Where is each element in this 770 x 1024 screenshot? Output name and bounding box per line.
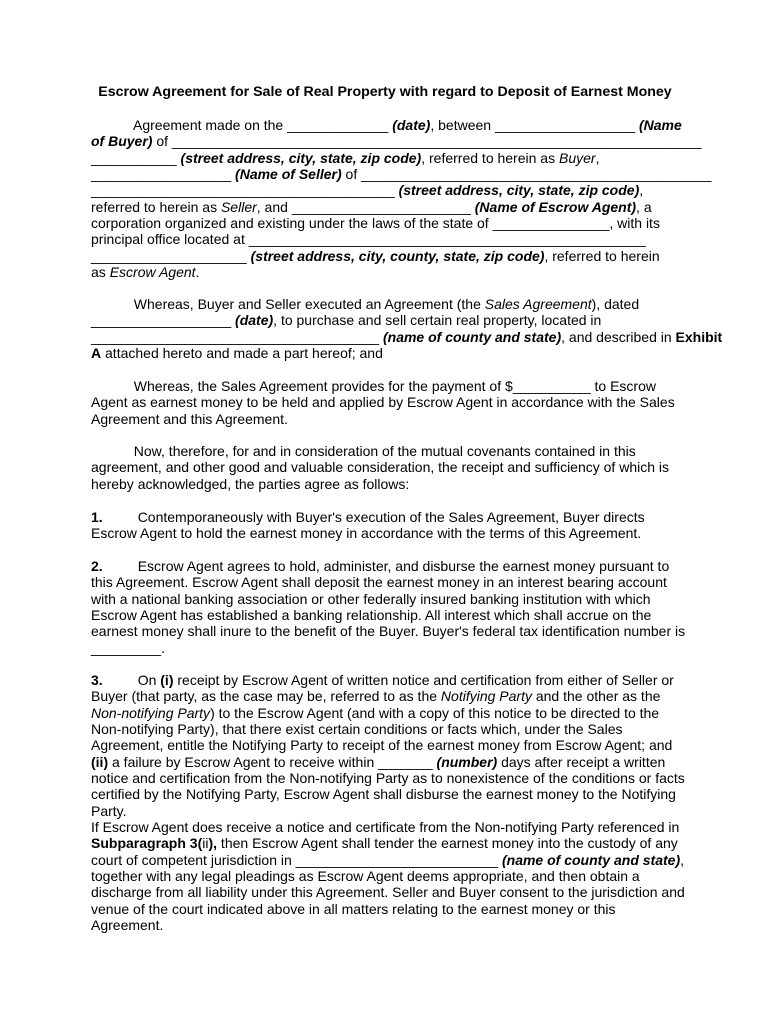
clause-3 — [91, 672, 691, 934]
text-segment: Agreement and this Agreement. — [91, 410, 288, 427]
text-segment: Buyer (that party, as the case may be, referred to as the — [91, 688, 441, 705]
text-segment: , between __________________ — [430, 117, 639, 133]
text-segment: ii — [202, 835, 209, 852]
text-segment: Party. — [91, 802, 127, 819]
text-segment: referred to herein as — [91, 198, 221, 215]
text-line — [91, 296, 691, 312]
text-segment: principal office located at ___________________________________________________ — [91, 231, 646, 248]
text-line — [91, 394, 691, 410]
whereas-sales-agreement-paragraph — [91, 296, 723, 362]
field-label: (street address, city, state, zip code) — [180, 149, 422, 166]
text-line — [91, 574, 691, 590]
text-line — [91, 378, 691, 394]
text-line — [91, 133, 702, 150]
text-line — [91, 917, 691, 933]
text-segment: attached hereto and made a part hereof; and — [101, 345, 383, 362]
text-segment: Whereas, the Sales Agreement provides for the payment of $__________ to Escrow — [91, 378, 656, 394]
text-line — [91, 754, 691, 770]
text-segment: . — [195, 264, 200, 281]
text-segment: with a national banking association or other federally insured banking institution with which — [91, 590, 651, 607]
field-label: 1. — [91, 509, 103, 525]
text-segment: _________. — [91, 639, 165, 656]
field-label: (name of county and state) — [501, 851, 681, 868]
field-label: (Name of Seller) — [235, 166, 342, 183]
text-segment: Escrow Agent agrees to hold, administer, and disburse the earnest money pursuant to — [102, 558, 670, 574]
field-label: (street address, city, county, state, zip code) — [250, 247, 545, 264]
text-segment: venue of the court indicated above in all matters relating to the earnest money or this — [91, 900, 616, 917]
field-label: (Name — [638, 117, 682, 133]
text-line — [91, 345, 691, 361]
text-line — [91, 721, 691, 737]
text-line — [91, 803, 691, 819]
text-line — [91, 525, 691, 541]
text-segment: Agent as earnest money to be held and applied by Escrow Agent in accordance with the Sales — [91, 394, 675, 411]
text-line — [91, 509, 691, 525]
text-segment: , referred to herein — [544, 247, 660, 264]
text-line — [91, 868, 691, 884]
text-line — [91, 199, 691, 215]
text-line — [91, 264, 691, 280]
field-label: ), — [208, 835, 218, 852]
text-segment: , — [639, 182, 644, 199]
text-line — [91, 737, 691, 753]
text-segment: this Agreement. Escrow Agent shall deposit the earnest money in an interest bearing account — [91, 574, 667, 591]
text-segment: , referred to herein as — [421, 149, 559, 166]
text-segment: , — [680, 851, 685, 868]
text-line — [91, 852, 691, 868]
field-label: (Name of Escrow Agent) — [474, 198, 637, 215]
text-line — [91, 459, 691, 475]
text-segment: _____________________________________ — [91, 328, 383, 345]
text-segment: as — [91, 264, 110, 281]
text-segment: then Escrow Agent shall tender the earnest money into the custody of any — [217, 835, 678, 852]
text-segment: , a — [636, 198, 652, 215]
field-label: (date) — [392, 117, 431, 133]
text-line — [91, 231, 691, 247]
text-segment: days after receipt a written — [497, 753, 666, 770]
text-segment: Non-notifying Party — [91, 704, 211, 721]
text-segment: __________________ — [91, 312, 236, 329]
text-segment: court of competent jurisdiction in __________________________ — [91, 851, 502, 868]
field-label: (street address, city, state, zip code) — [398, 182, 640, 199]
text-segment: Agreement, entitle the Notifying Party to receipt of the earnest money from Escrow Agent; and — [91, 737, 673, 754]
text-line — [91, 476, 691, 492]
text-line — [91, 328, 723, 345]
field-label: A — [91, 345, 102, 362]
text-segment: , and described in — [561, 328, 676, 345]
field-label: Subparagraph 3( — [91, 835, 203, 852]
text-segment: together with any legal pleadings as Escrow Agent deems appropriate, and then obtain a — [91, 868, 640, 885]
text-segment: , and _______________________ — [256, 198, 475, 215]
text-line — [91, 117, 691, 133]
text-line — [91, 884, 691, 900]
text-line — [91, 672, 691, 688]
clause-2 — [91, 558, 691, 656]
field-label: of Buyer) — [91, 133, 153, 150]
text-segment: agreement, and other good and valuable consideration, the receipt and sufficiency of which is — [91, 459, 669, 476]
text-segment: Sales Agreement — [484, 296, 592, 312]
text-segment: Escrow Agent to hold the earnest money in accordance with the terms of this Agreement. — [91, 525, 642, 542]
clause-1 — [91, 509, 691, 542]
text-segment: Buyer — [558, 149, 596, 166]
text-line — [91, 166, 712, 183]
field-label: (ii) — [91, 753, 109, 770]
text-segment: earnest money shall inure to the benefit of the Buyer. Buyer's federal tax identification number is — [91, 623, 686, 640]
field-label: 3. — [91, 672, 103, 688]
text-line — [91, 443, 691, 459]
field-label: (i) — [160, 672, 174, 688]
text-line — [91, 312, 691, 328]
text-segment: ), dated — [591, 296, 640, 312]
text-segment: , to purchase and sell certain real property, located in — [273, 312, 602, 329]
text-line — [91, 182, 691, 198]
text-line — [91, 819, 691, 835]
text-line — [91, 411, 691, 427]
text-segment: receipt by Escrow Agent of written notice and certification from either of Seller or — [173, 672, 674, 688]
field-label: 2. — [91, 558, 103, 574]
text-segment: Whereas, Buyer and Seller executed an Agreement (the — [91, 296, 485, 312]
text-segment: Now, therefore, for and in consideration of the mutual covenants contained in this — [91, 443, 636, 459]
text-segment: a failure by Escrow Agent to receive within _______ — [108, 753, 437, 770]
text-line — [91, 770, 691, 786]
text-line — [91, 607, 691, 623]
text-segment: , — [595, 149, 600, 166]
field-label: (date) — [235, 312, 274, 329]
field-label: Exhibit — [675, 328, 723, 345]
text-line — [91, 215, 691, 231]
text-line — [91, 558, 691, 574]
text-line — [91, 150, 691, 166]
text-segment: If Escrow Agent does receive a notice and certificate from the Non-notifying Party referenced in — [91, 819, 680, 836]
text-segment: of ____________________________________________________________________ — [152, 133, 702, 150]
text-segment: corporation organized and existing under the laws of the state of _______________, with its — [91, 215, 660, 232]
text-segment: On — [102, 672, 161, 688]
text-line — [91, 705, 691, 721]
text-line — [91, 786, 691, 802]
text-line — [91, 623, 691, 639]
text-segment: notice and certification from the Non-notifying Party as to nonexistence of the conditions or facts — [91, 770, 685, 787]
text-segment: and the other as the — [531, 688, 661, 705]
text-segment: hereby acknowledged, the parties agree as follows: — [91, 475, 410, 492]
text-line — [91, 640, 691, 656]
field-label: (name of county and state) — [382, 328, 562, 345]
text-line — [91, 248, 691, 264]
text-line — [91, 688, 691, 704]
text-segment: certified by the Notifying Party, Escrow Agent shall disburse the earnest money to the Notifying — [91, 786, 676, 803]
text-segment: discharge from all liability under this Agreement. Seller and Buyer consent to the jurisdiction and — [91, 884, 685, 901]
text-segment: ) to the Escrow Agent (and with a copy of this notice to be directed to the — [210, 704, 660, 721]
text-segment: of _____________________________________________ — [341, 166, 712, 183]
document-title: Escrow Agreement for Sale of Real Property with regard to Deposit of Earnest Money — [98, 84, 672, 100]
text-segment: __________________ — [91, 166, 236, 183]
text-segment: ___________ — [91, 149, 181, 166]
text-line — [91, 835, 691, 851]
text-segment: Escrow Agent — [109, 264, 196, 281]
text-segment: ____________________ — [91, 247, 251, 264]
text-segment: Non-notifying Party), that there exist certain conditions or facts which, under the Sales — [91, 721, 623, 738]
text-line — [91, 901, 691, 917]
text-segment: Escrow Agent has established a banking relationship. All interest which shall accrue on the — [91, 607, 652, 624]
text-segment: Agreement. — [91, 917, 164, 934]
text-line — [91, 591, 691, 607]
whereas-payment-paragraph — [91, 378, 691, 427]
text-segment: Seller — [220, 198, 257, 215]
text-segment: Agreement made on the _____________ — [91, 117, 393, 133]
field-label: (number) — [436, 753, 498, 770]
now-therefore-paragraph — [91, 443, 691, 492]
text-segment: _______________________________________ — [91, 182, 399, 199]
text-segment: Notifying Party — [440, 688, 532, 705]
text-segment: Contemporaneously with Buyer's execution of the Sales Agreement, Buyer directs — [102, 509, 645, 525]
parties-paragraph — [91, 117, 712, 281]
